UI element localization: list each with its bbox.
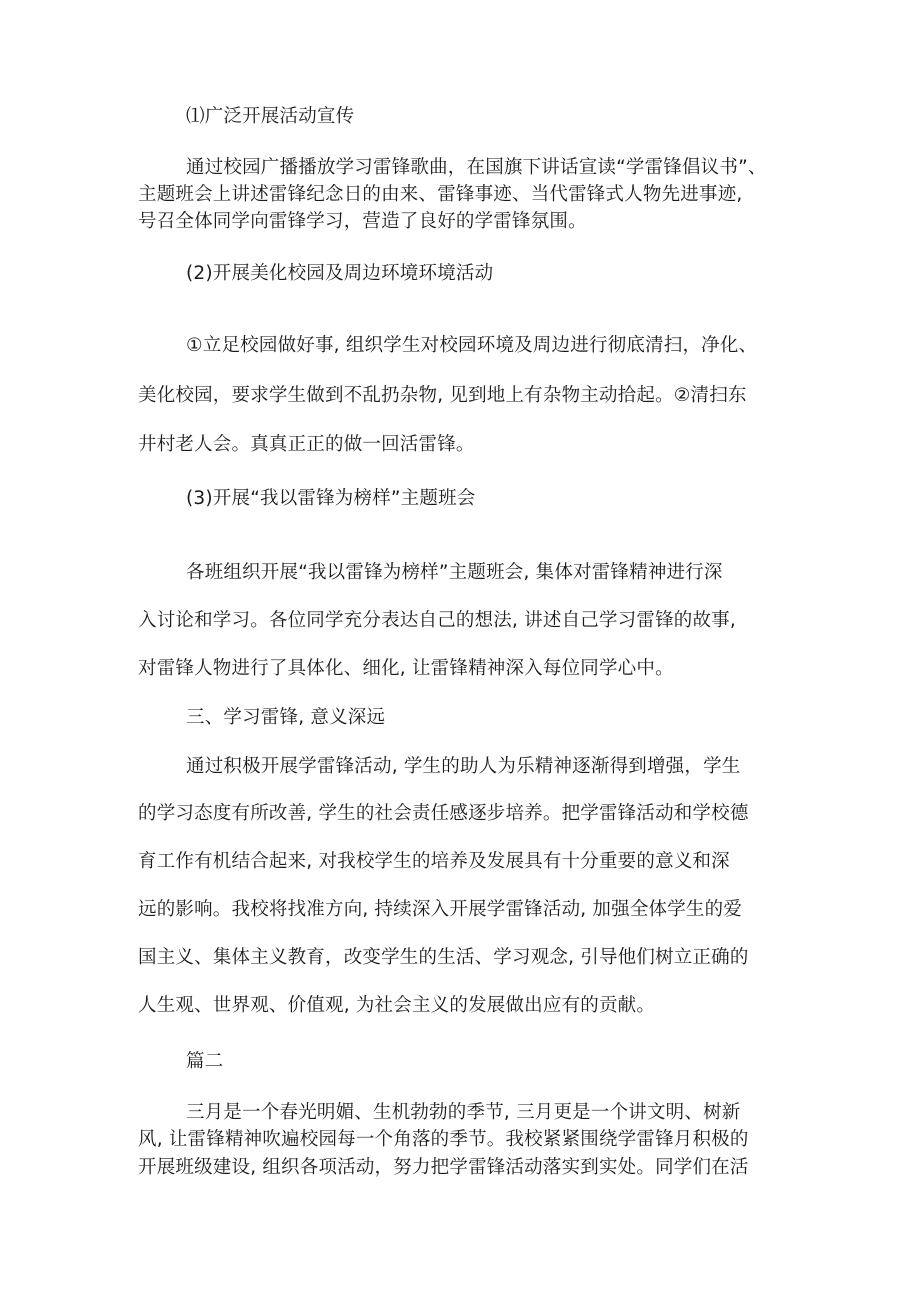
paragraph-line: ①立足校园做好事, 组织学生对校园环境及周边进行彻底清扫，净化、 xyxy=(186,335,758,356)
paragraph-line: 远的影响。我校将找准方向, 持续深入开展学雷锋活动, 加强全体学生的爱 xyxy=(138,899,743,920)
paragraph-line: 对雷锋人物进行了具体化、细化, 让雷锋精神深入每位同学心中。 xyxy=(138,658,674,679)
part-heading: 篇二 xyxy=(186,1051,224,1072)
paragraph-line: 的学习态度有所改善, 学生的社会责任感逐步培养。把学雷锋活动和学校德 xyxy=(138,803,749,824)
paragraph-line: 入讨论和学习。各位同学充分表达自己的想法, 讲述自己学习雷锋的故事, xyxy=(138,610,736,631)
paragraph-line: 风, 让雷锋精神吹遍校园每一个角落的季节。我校紧紧围绕学雷锋月积极的 xyxy=(138,1129,749,1150)
paragraph-line: 通过校园广播播放学习雷锋歌曲，在国旗下讲话宣读“学雷锋倡议书”、 xyxy=(186,157,767,178)
paragraph-line: 国主义、集体主义教育，改变学生的生活、学习观念, 引导他们树立正确的 xyxy=(138,947,749,968)
section-heading-2: (2)开展美化校园及周边环境环境活动 xyxy=(186,263,494,284)
chapter-heading: 三、学习雷锋, 意义深远 xyxy=(186,707,386,728)
section-heading-1: ⑴广泛开展活动宣传 xyxy=(186,106,355,127)
paragraph-line: 井村老人会。真真正正的做一回活雷锋。 xyxy=(138,434,475,455)
paragraph-line: 开展班级建设, 组织各项活动，努力把学雷锋活动落实到实处。同学们在活 xyxy=(138,1157,749,1178)
section-heading-3: (3)开展“我以雷锋为榜样”主题班会 xyxy=(186,488,476,509)
paragraph-line: 育工作有机结合起来, 对我校学生的培养及发展具有十分重要的意义和深 xyxy=(138,851,730,872)
paragraph-line: 三月是一个春光明媚、生机勃勃的季节, 三月更是一个讲文明、树新 xyxy=(186,1102,741,1123)
paragraph-line: 人生观、世界观、价值观, 为社会主义的发展做出应有的贡献。 xyxy=(138,995,656,1016)
paragraph-line: 号召全体同学向雷锋学习，营造了良好的学雷锋氛围。 xyxy=(138,211,587,232)
paragraph-line: 主题班会上讲述雷锋纪念日的由来、雷锋事迹、当代雷锋式人物先进事迹, xyxy=(138,184,743,205)
paragraph-line: 美化校园，要求学生做到不乱扔杂物, 见到地上有杂物主动拾起。②清扫东 xyxy=(138,385,747,406)
paragraph-line: 通过积极开展学雷锋活动, 学生的助人为乐精神逐渐得到增强，学生 xyxy=(186,756,741,777)
paragraph-line: 各班组织开展“我以雷锋为榜样”主题班会, 集体对雷锋精神进行深 xyxy=(186,562,723,583)
